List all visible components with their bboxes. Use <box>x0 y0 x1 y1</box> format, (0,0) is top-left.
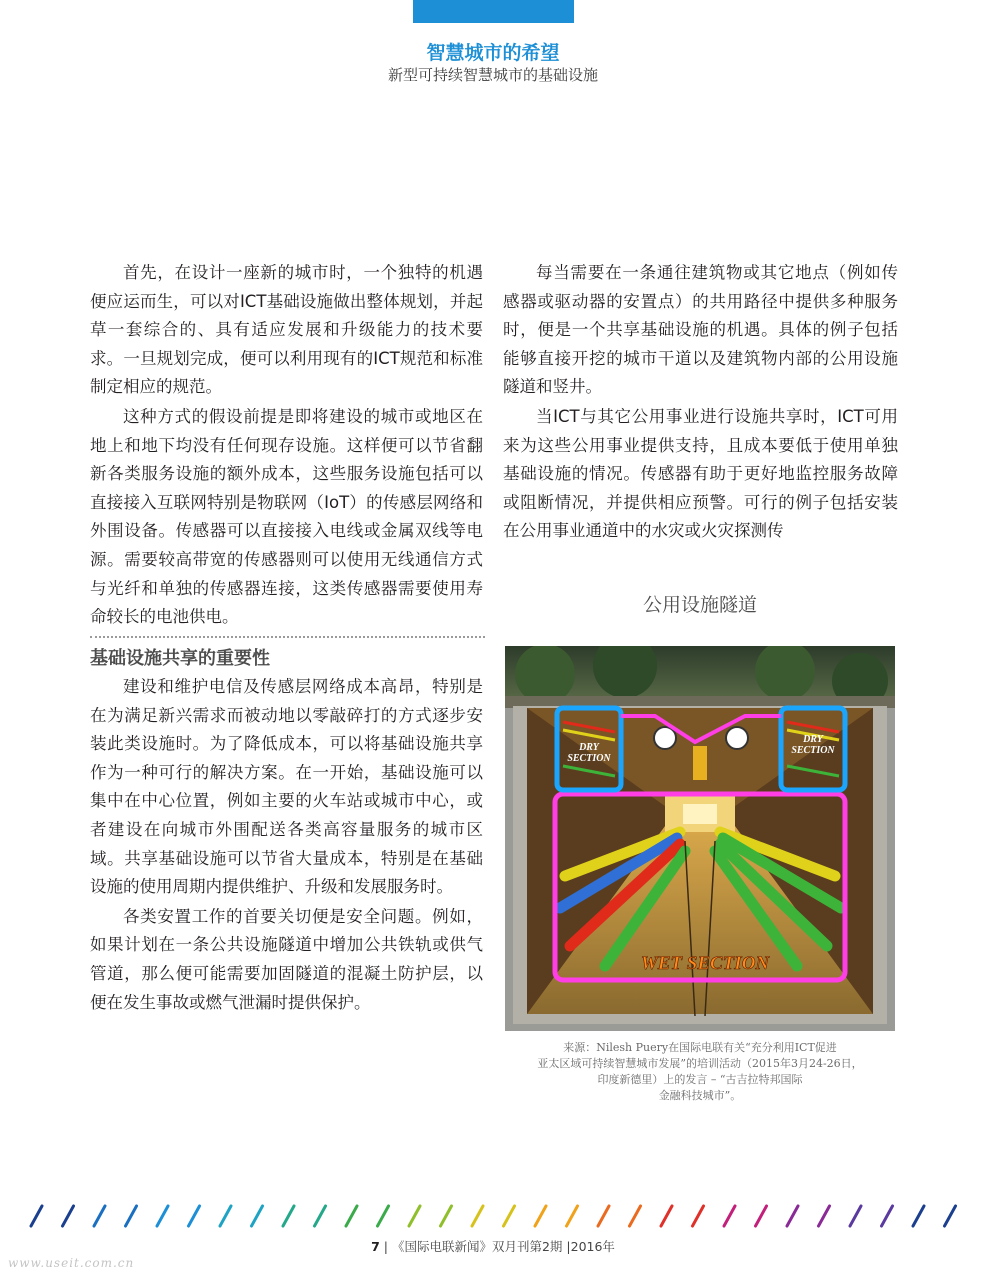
stripe-mark <box>378 1206 389 1226</box>
stripe-mark <box>315 1206 326 1226</box>
utility-tunnel-illustration <box>505 646 895 1031</box>
section-heading: 基础设施共享的重要性 <box>90 648 270 669</box>
dry-section-label: SECTION <box>791 745 835 756</box>
paragraph: 各类安置工作的首要关切便是安全问题。例如，如果计划在一条公共设施隧道中增加公共铁轨或供气管道，那么便可能需要加固隧道的混凝土防护层，以便在发生事故或燃气泄漏时提供保护。 <box>90 906 483 1012</box>
stripe-mark <box>63 1206 74 1226</box>
stripe-mark <box>189 1206 200 1226</box>
stripe-mark <box>756 1206 767 1226</box>
stripe-mark <box>661 1206 672 1226</box>
caption-line: 印度新德里）上的发言 – “古吉拉特邦国际 <box>597 1073 803 1086</box>
stripe-mark <box>598 1206 609 1226</box>
page-footer <box>0 1237 986 1255</box>
stripe-mark <box>535 1206 546 1226</box>
header-tab <box>413 0 574 23</box>
stripe-mark <box>441 1206 452 1226</box>
stripe-mark <box>504 1206 515 1226</box>
stripe-mark <box>693 1206 704 1226</box>
left-column-bottom <box>90 673 483 1017</box>
stripe-mark <box>94 1206 105 1226</box>
stripe-mark <box>220 1206 231 1226</box>
figure-caption <box>505 1040 895 1104</box>
footer-separator: | <box>383 1239 388 1254</box>
stripe-mark <box>630 1206 641 1226</box>
stripe-mark <box>472 1206 483 1226</box>
stripe-mark <box>567 1206 578 1226</box>
stripe-mark <box>882 1206 893 1226</box>
stripe-mark <box>31 1206 42 1226</box>
stripe-mark <box>945 1206 956 1226</box>
publication-name: 《国际电联新闻》双月刊第2期 <box>391 1239 563 1254</box>
paragraph: 这种方式的假设前提是即将建设的城市或地区在地上和地下均没有任何现存设施。这样便可以节省翻新各类服务设施的额外成本，这些服务设施包括可以直接接入互联网特别是物联网（IoT）的传感层网络和外围设备。传感器可以直接接入电线或金属双线等电源。需要较高带宽的传感器则可以使用无线通信方式与光纤和单独的传感器连接，这类传感器需要使用寿命较长的电池供电。 <box>90 406 483 627</box>
stripe-mark <box>409 1206 420 1226</box>
stripe-mark <box>283 1206 294 1226</box>
left-column-top <box>90 259 483 632</box>
stripe-mark <box>346 1206 357 1226</box>
stripe-mark <box>724 1206 735 1226</box>
paragraph: 每当需要在一条通往建筑物或其它地点（例如传感器或驱动器的安置点）的共用路径中提供多种服务时，便是一个共享基础设施的机遇。具体的例子包括能够直接开挖的城市干道以及建筑物内部的公用设施隧道和竖井。 <box>503 263 898 397</box>
site-watermark: www.useit.com.cn <box>8 1256 135 1270</box>
publication-year: |2016年 <box>566 1239 615 1254</box>
page-number: 7 <box>371 1239 380 1254</box>
stripe-mark <box>913 1206 924 1226</box>
running-subtitle: 新型可持续智慧城市的基础设施 <box>387 66 598 84</box>
section-divider <box>90 636 485 638</box>
caption-line: 亚太区域可持续智慧城市发展”的培训活动（2015年3月24-26日， <box>537 1057 863 1070</box>
running-title: 智慧城市的希望 <box>426 42 560 64</box>
dry-section-label: DRY <box>579 742 599 753</box>
stripe-mark <box>252 1206 263 1226</box>
dry-section-label: DRY <box>803 734 823 745</box>
caption-line: 金融科技城市”。 <box>658 1089 742 1102</box>
paragraph: 建设和维护电信及传感层网络成本高昂，特别是在为满足新兴需求而被动地以零敲碎打的方式逐步安装此类设施时。为了降低成本，可以将基础设施共享作为一种可行的解决方案。在一开始，基础设施可以集中在中心位置，例如主要的火车站或城市中心，或者建设在向城市外围配送各类高容量服务的城市区域。共享基础设施可以节省大量成本，特别是在基础设施的使用周期内提供维护、升级和发展服务时。 <box>90 677 483 897</box>
stripe-mark <box>126 1206 137 1226</box>
stripe-mark <box>819 1206 830 1226</box>
right-column <box>503 259 898 546</box>
stripe-mark <box>787 1206 798 1226</box>
paragraph: 首先，在设计一座新的城市时，一个独特的机遇便应运而生，可以对ICT基础设施做出整体规划，并起草一套综合的、具有适应发展和升级能力的技术要求。一旦规划完成，便可以利用现有的ICT规范和标准制定相应的规范。 <box>90 263 483 397</box>
wet-section-label: WET SECTION <box>640 953 770 974</box>
decorative-stripe-row <box>25 1203 970 1229</box>
figure-title: 公用设施隧道 <box>642 594 757 616</box>
caption-line: 来源：Nilesh Puery在国际电联有关“充分利用ICT促进 <box>563 1041 837 1054</box>
paragraph: 当ICT与其它公用事业进行设施共享时，ICT可用来为这些公用事业提供支持，且成本要低于使用单独基础设施的情况。传感器有助于更好地监控服务故障或阻断情况，并提供相应预警。可行的例子包括安装在公用事业通道中的水灾或火灾探测传 <box>503 406 898 541</box>
stripe-mark <box>850 1206 861 1226</box>
dry-section-label: SECTION <box>567 753 611 764</box>
stripe-mark <box>157 1206 168 1226</box>
